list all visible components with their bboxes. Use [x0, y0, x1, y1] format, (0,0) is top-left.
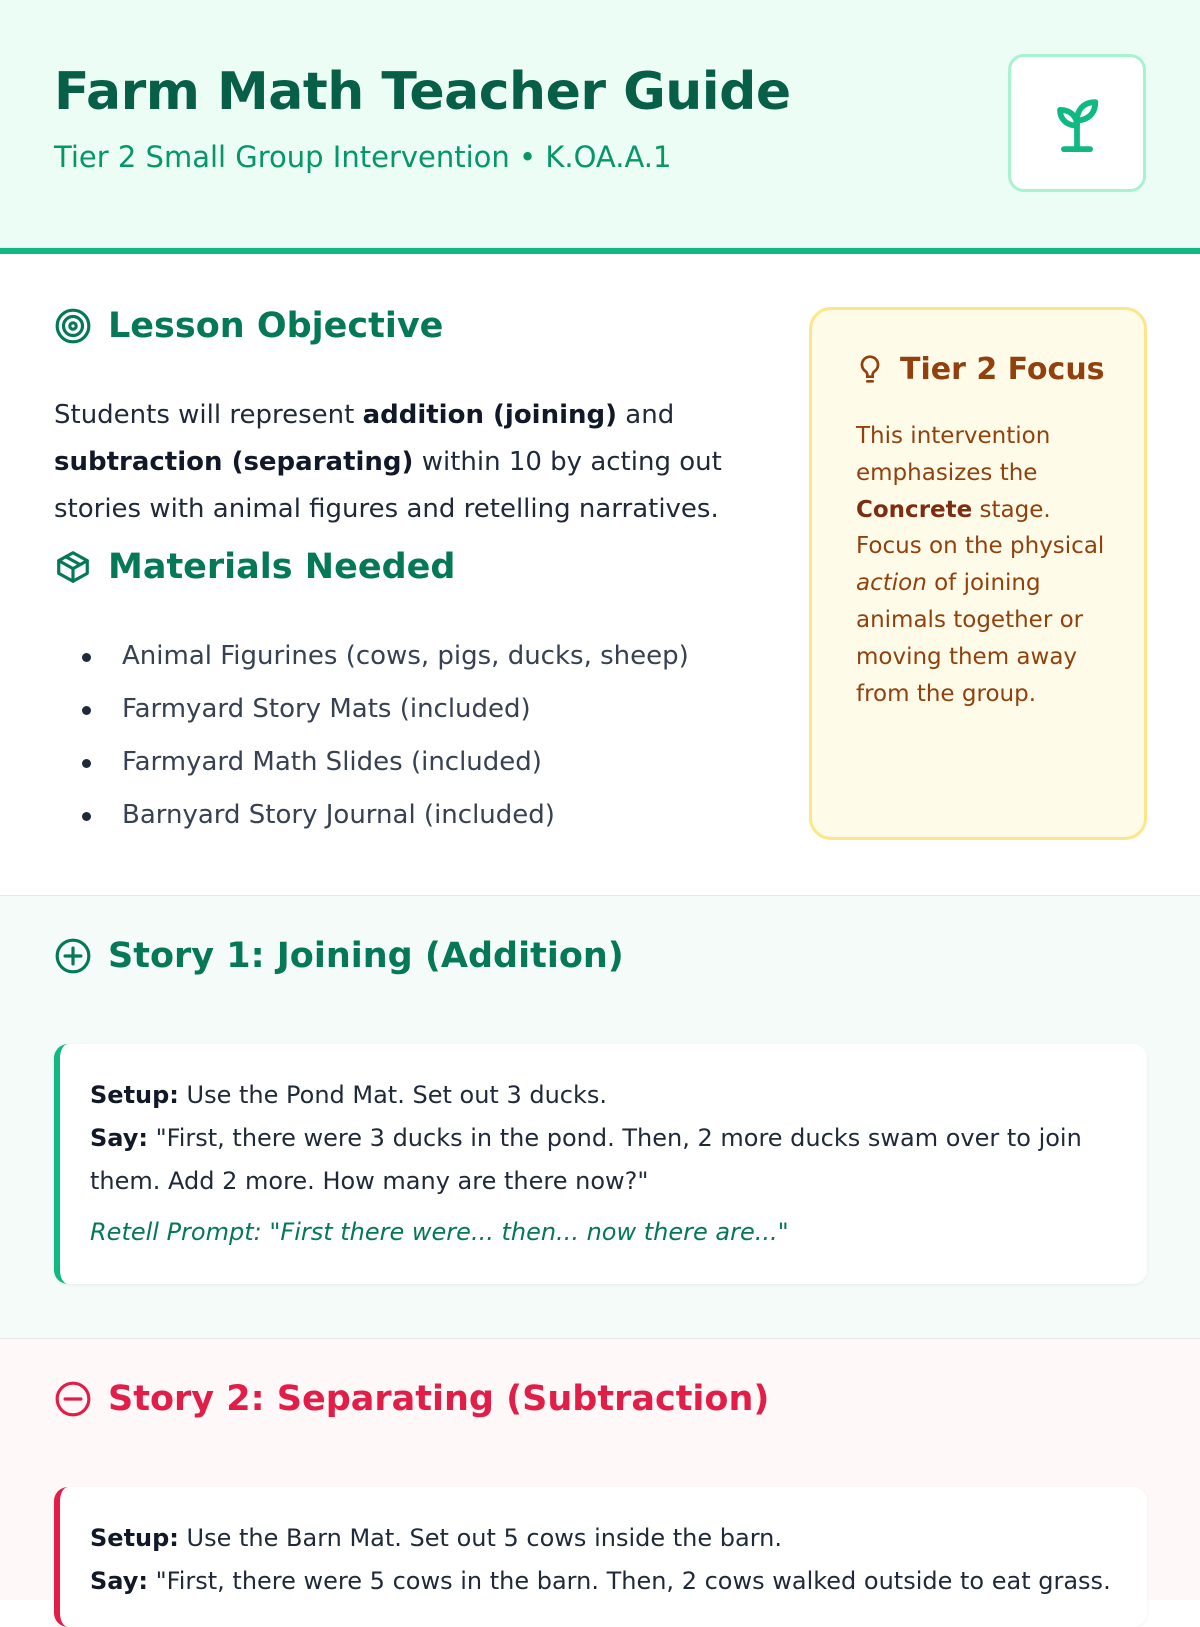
- page-subtitle: Tier 2 Small Group Intervention • K.OA.A.1: [54, 140, 672, 174]
- say-label: Say:: [90, 1124, 148, 1152]
- lightbulb-icon: [856, 354, 884, 386]
- materials-heading-text: Materials Needed: [108, 547, 456, 587]
- plus-circle-icon: [54, 937, 92, 975]
- story2-card: [54, 1487, 1147, 1627]
- focus-text-part: of joining animals together or moving them away from the group.: [856, 570, 1084, 707]
- story2-say: [90, 1560, 1115, 1603]
- objective-text: [54, 392, 754, 533]
- materials-heading: [54, 547, 455, 587]
- minus-circle-icon: [54, 1380, 92, 1418]
- focus-text-part: This intervention emphasizes the: [856, 423, 1051, 486]
- tier2-focus-callout: [809, 307, 1147, 840]
- focus-text-part: stage. Focus on the physical: [856, 496, 1105, 560]
- setup-label: Setup:: [90, 1524, 179, 1552]
- box-icon: [54, 548, 92, 586]
- setup-label: Setup:: [90, 1081, 179, 1109]
- list-item: Farmyard Story Mats (included): [76, 685, 776, 738]
- say-label: Say:: [90, 1567, 148, 1595]
- story1-setup: [90, 1074, 1115, 1117]
- list-item: Farmyard Math Slides (included): [76, 738, 776, 791]
- focus-bold-concrete: Concrete: [856, 496, 973, 523]
- objective-text-part: Students will represent: [54, 400, 363, 430]
- focus-heading-text: Tier 2 Focus: [900, 352, 1105, 387]
- materials-list: [76, 632, 776, 844]
- objective-text-part: and: [617, 400, 675, 430]
- story1-say: [90, 1117, 1115, 1203]
- objective-heading-text: Lesson Objective: [108, 306, 444, 346]
- story1-retell-prompt: Retell Prompt: "First there were... then... now there are...": [90, 1218, 789, 1246]
- story2-setup: [90, 1517, 1115, 1560]
- page-header: [0, 0, 1200, 254]
- sprout-icon: [1045, 89, 1109, 157]
- objective-bold-addition: addition (joining): [362, 400, 618, 430]
- page-title: Farm Math Teacher Guide: [54, 62, 791, 122]
- story2-heading: [54, 1379, 769, 1419]
- focus-text: [856, 418, 1116, 712]
- story1-heading-text: Story 1: Joining (Addition): [108, 936, 624, 976]
- focus-italic-action: action: [856, 570, 927, 597]
- list-item: Animal Figurines (cows, pigs, ducks, sheep): [76, 632, 776, 685]
- focus-heading: [856, 352, 1105, 387]
- list-item: Barnyard Story Journal (included): [76, 791, 776, 844]
- logo: [1008, 54, 1146, 192]
- story1-card: [54, 1044, 1147, 1284]
- objective-bold-subtraction: subtraction (separating): [54, 447, 414, 477]
- objective-heading: [54, 306, 443, 346]
- say-text: "First, there were 3 ducks in the pond. Then, 2 more ducks swam over to join them. Add 2 more. How many are there now?": [90, 1124, 1082, 1195]
- target-icon: [54, 307, 92, 345]
- story2-heading-text: Story 2: Separating (Subtraction): [108, 1379, 770, 1419]
- setup-text: Use the Pond Mat. Set out 3 ducks.: [178, 1081, 608, 1109]
- say-text: "First, there were 5 cows in the barn. Then, 2 cows walked outside to eat grass.: [147, 1567, 1111, 1595]
- objective-text-part: within 10 by acting out stories with animal figures and retelling narratives.: [54, 447, 722, 524]
- story1-heading: [54, 936, 624, 976]
- setup-text: Use the Barn Mat. Set out 5 cows inside the barn.: [178, 1524, 782, 1552]
